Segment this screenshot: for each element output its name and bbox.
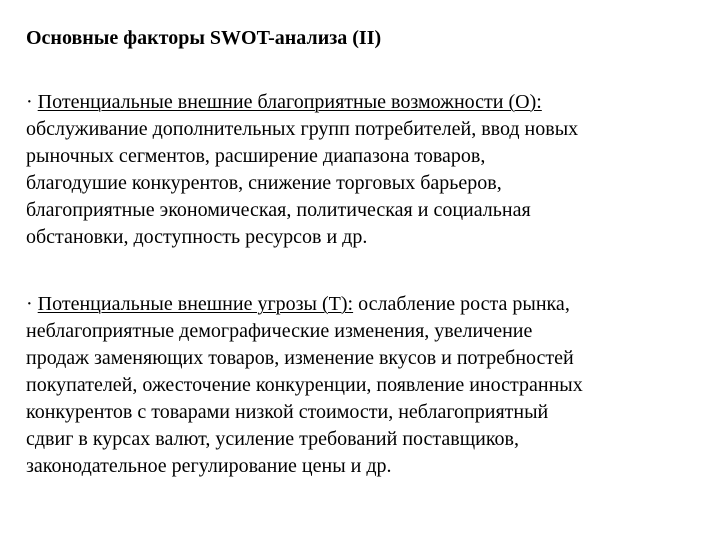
bullet-marker: · <box>26 293 38 315</box>
opportunities-lead-line <box>26 89 702 116</box>
threats-line: продаж заменяющих товаров, изменение вкусов и потребностей <box>26 347 574 369</box>
threats-line: неблагоприятные демографические изменения, увеличение <box>26 320 533 342</box>
bullet-marker: · <box>26 91 38 113</box>
opportunities-heading: Потенциальные внешние благоприятные возможности (О): <box>37 91 542 113</box>
threats-line: конкурентов с товарами низкой стоимости, неблагоприятный <box>26 401 549 423</box>
threats-paragraph <box>26 291 702 480</box>
threats-line: сдвиг в курсах валют, усиление требований поставщиков, <box>26 428 519 450</box>
threats-heading: Потенциальные внешние угрозы (Т): <box>37 293 354 315</box>
opportunities-line: благодушие конкурентов, снижение торговых барьеров, <box>26 172 502 194</box>
opportunities-paragraph <box>26 89 702 251</box>
threats-line: покупателей, ожесточение конкуренции, появление иностранных <box>26 374 583 396</box>
threats-lead-line <box>26 291 702 318</box>
opportunities-line: благоприятные экономическая, политическая и социальная <box>26 199 531 221</box>
threats-line: законодательное регулирование цены и др. <box>26 455 392 477</box>
opportunities-line: обслуживание дополнительных групп потребителей, ввод новых <box>26 118 579 140</box>
opportunities-line: рыночных сегментов, расширение диапазона товаров, <box>26 145 486 167</box>
threats-lead-tail: ослабление роста рынка, <box>353 293 570 315</box>
slide-title: Основные факторы SWOT-анализа (II) <box>26 27 382 49</box>
opportunities-line: обстановки, доступность ресурсов и др. <box>26 226 368 248</box>
